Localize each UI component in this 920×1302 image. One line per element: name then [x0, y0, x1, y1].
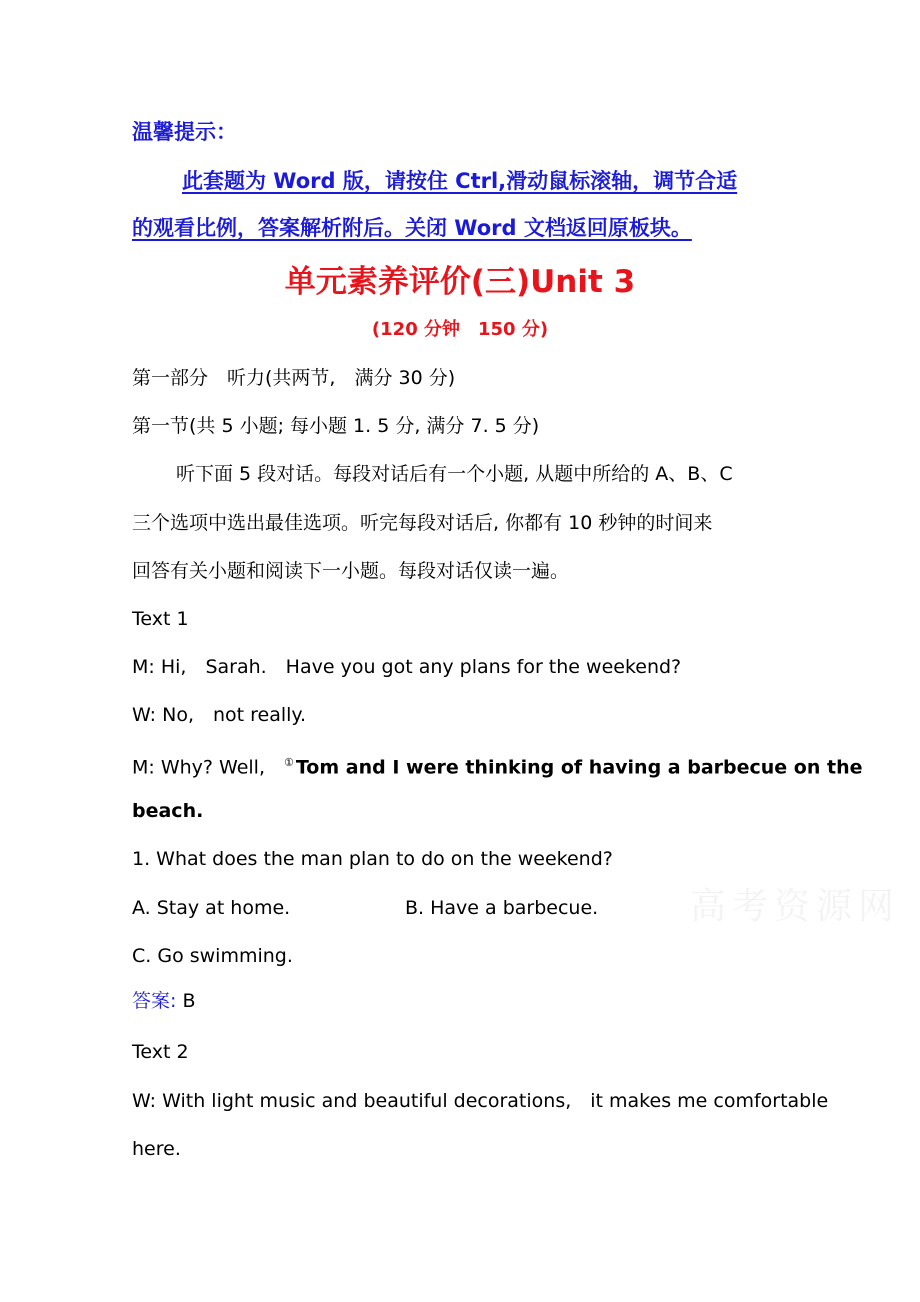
text2-label: Text 2 — [132, 1041, 189, 1063]
text1-m2-key-sentence-cont: beach. — [132, 800, 204, 822]
text1-dialogue-m1: M: Hi, Sarah. Have you got any plans for the weekend? — [132, 656, 682, 678]
doc-title: 单元素养评价(三)Unit 3 — [284, 264, 636, 300]
answer-line — [132, 989, 195, 1013]
text1-dialogue-m2 — [132, 751, 863, 779]
instructions-line-3: 回答有关小题和阅读下一小题。每段对话仅读一遍。 — [132, 560, 570, 582]
watermark: 高考资源网 — [690, 886, 901, 927]
text1-m2-prefix: M: Why? Well, — [132, 756, 284, 779]
section-heading: 第一节(共 5 小题; 每小题 1. 5 分, 满分 7. 5 分) — [132, 415, 540, 437]
circled-one-marker: ① — [284, 756, 294, 769]
text2-dialogue-w1: W: With light music and beautiful decorations, it makes me comfortable — [132, 1090, 829, 1112]
doc-subtitle: (120 分钟 150 分) — [371, 319, 549, 340]
question-1-options-row — [132, 896, 290, 920]
answer-value: B — [176, 990, 196, 1012]
option-b: B. Have a barbecue. — [405, 897, 599, 919]
text2-dialogue-w1-cont: here. — [132, 1138, 181, 1160]
option-a: A. Stay at home. — [132, 897, 291, 919]
instructions-line-2: 三个选项中选出最佳选项。听完每段对话后, 你都有 10 秒钟的时间来 — [132, 512, 713, 534]
tip-line-2[interactable]: 的观看比例，答案解析附后。关闭 Word 文档返回原板块。 — [132, 216, 692, 240]
option-c: C. Go swimming. — [132, 945, 293, 967]
text1-label: Text 1 — [132, 608, 189, 630]
instructions-line-1: 听下面 5 段对话。每段对话后有一个小题, 从题中所给的 A、B、C — [176, 463, 733, 485]
answer-label: 答案: — [132, 990, 177, 1012]
tip-heading: 温馨提示： — [132, 120, 237, 144]
question-1: 1. What does the man plan to do on the weekend? — [132, 848, 613, 870]
text1-m2-key-sentence: Tom and I were thinking of having a barbecue on the — [295, 756, 863, 779]
part-heading: 第一部分 听力(共两节, 满分 30 分) — [132, 367, 456, 389]
tip-line-1[interactable]: 此套题为 Word 版，请按住 Ctrl,滑动鼠标滚轴，调节合适 — [182, 169, 738, 193]
text1-dialogue-w1: W: No, not really. — [132, 704, 307, 726]
